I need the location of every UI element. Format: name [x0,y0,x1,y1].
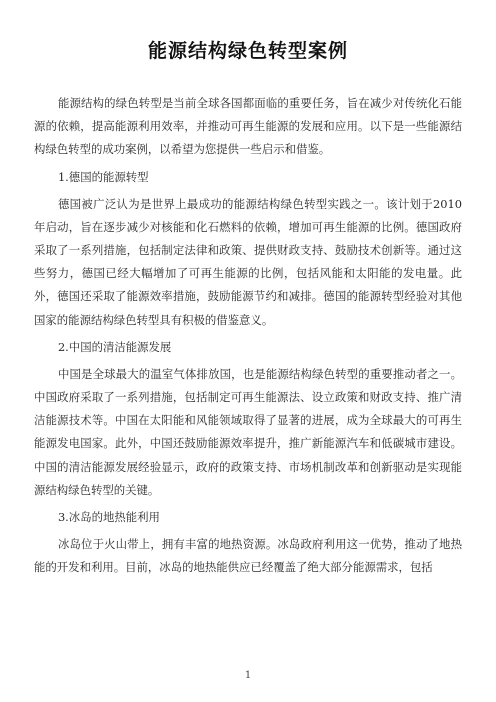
section-heading-china: 2.中国的清洁能源发展 [57,339,172,354]
section-body-iceland: 冰岛位于火山带上，拥有丰富的地热资源。冰岛政府利用这一优势，推动了地热能的开发和利用。目前，冰岛的地热能供应已经覆盖了绝大部分能源需求，包括 [34,537,462,575]
page-number: 1 [244,670,252,681]
document-body [34,92,462,579]
intro-paragraph: 能源结构的绿色转型是当前全球各国都面临的重要任务，旨在减少对传统化石能源的依赖，提高能源利用效率，并推动可再生能源的发展和应用。以下是一些能源结构绿色转型的成功案例，以希望为您提供一些启示和借鉴。 [34,96,462,157]
document-title: 能源结构绿色转型案例 [147,40,348,62]
section-body-china: 中国是全球最大的温室气体排放国，也是能源结构绿色转型的重要推动者之一。中国政府采取了一系列措施，包括制定可再生能源法、设立政策和财政支持、推广清洁能源技术等。中国在太阳能和风能领域取得了显著的进展，成为全球最大的可再生能源发电国家。此外，中国还鼓励能源效率提升，推广新能源汽车和低碳城市建设。中国的清洁能源发展经验显示，政府的政策支持、市场机制改革和创新驱动是实现能源结构绿色转型的关键。 [34,366,462,497]
section-body-germany: 德国被广泛认为是世界上最成功的能源结构绿色转型实践之一。该计划于2010年启动，旨在逐步减少对核能和化石燃料的依赖，增加可再生能源的比例。德国政府采取了一系列措施，包括制定法律和政策、提供财政支持、鼓励技术创新等。通过这些努力，德国已经大幅增加了可再生能源的比例，包括风能和太阳能的发电量。此外，德国还采取了能源效率措施，鼓励能源节约和减排。德国的能源转型经验对其他国家的能源结构绿色转型具有积极的借鉴意义。 [34,196,462,327]
section-heading-iceland: 3.冰岛的地热能利用 [57,510,160,525]
section-heading-germany: 1.德国的能源转型 [57,169,149,184]
